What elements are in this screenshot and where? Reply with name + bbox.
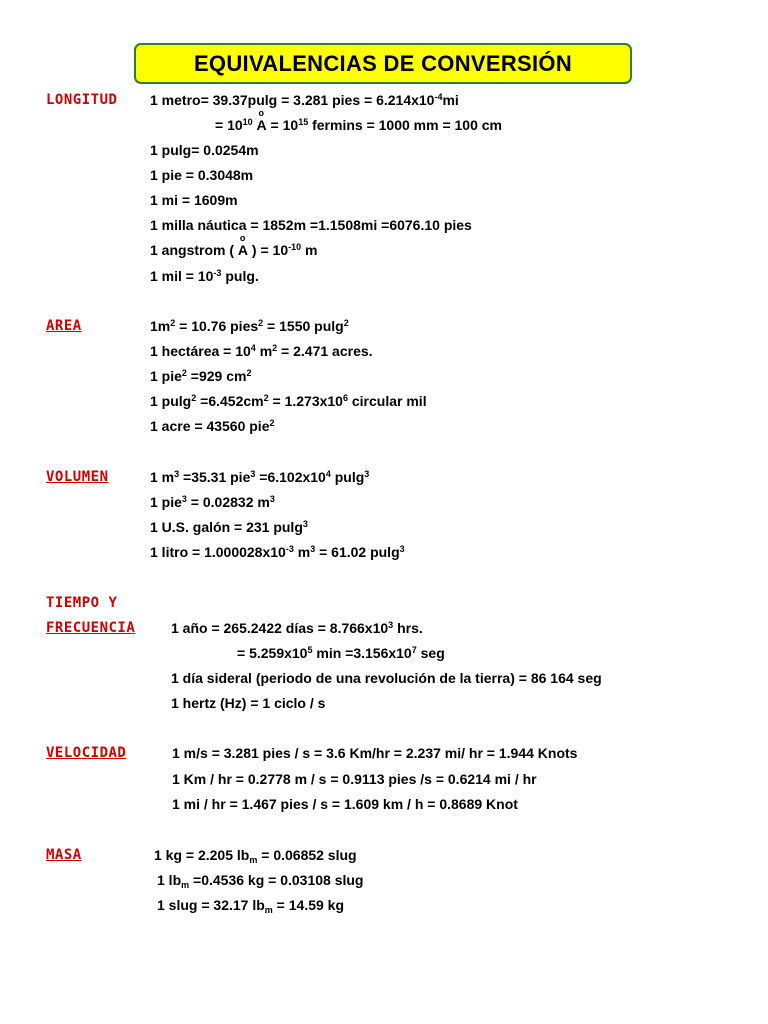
area-line-3: 1 pie$^2$ =929 $cm^2$ [150, 368, 252, 384]
page-title: EQUIVALENCIAS DE CONVERSIÓN [193, 50, 573, 76]
area-line-1: $1m^2 = 10.76$ pies$^2$ = 1550 pulg$^2$ [150, 318, 349, 334]
volumen-line-1: 1 $m^3 =35.31$ $pie^3 =6.102x10^4$ pulg$^3$ [150, 469, 370, 485]
velocidad-line-1: 1 m/s = 3.281 pies / s = 3.6 Km/hr = 2.237 mi/ hr = 1.944 Knots [172, 745, 578, 761]
masa-line-3: 1 slug = 32.17 $lb_m = 14.59$ kg [157, 897, 345, 915]
angstrom-symbol: o A [257, 117, 267, 133]
longitud-line-2: = $10^{10}$ o $A = 10^{15}$ fermins = 1000 mm = 100 cm [215, 117, 502, 133]
section-label-volumen: VOLUMEN [46, 469, 109, 485]
longitud-line-5: 1 mi = 1609m [150, 192, 238, 208]
area-line-4: 1 $pulg^2 =6.452cm^2 = 1.273x10^6$ circular mil [150, 393, 427, 409]
tiempo-line-2: = $5.259x10^5$ $\min =3.156x10^7$ seg [237, 645, 445, 661]
masa-line-1: 1 kg = 2.205 $lb_m = 0.06852$ slug [154, 847, 357, 865]
tiempo-line-3: 1 día sideral (periodo de una revolución de la tierra) = 86 164 seg [171, 670, 602, 686]
tiempo-line-1: 1 año = 265.2422 días = $8.766x10^3$ hrs. [171, 620, 423, 636]
angstrom-symbol: o A [238, 242, 248, 258]
section-label-area: AREA [46, 318, 82, 334]
longitud-line-8: 1 mil = $10^{-3}$ pulg. [150, 268, 259, 284]
title-banner [134, 43, 632, 84]
velocidad-line-3: 1 mi / hr = 1.467 pies / s = 1.609 km / h = 0.8689 Knot [172, 796, 518, 812]
longitud-line-3: 1 pulg= 0.0254m [150, 142, 259, 158]
masa-line-2: 1 $lb_m =0.4536$ kg = 0.03108 slug [157, 872, 364, 890]
section-label-frecuencia: FRECUENCIA [46, 620, 136, 636]
volumen-line-2: 1 pie$^3$ = 0.02832 $m^3$ [150, 494, 275, 510]
velocidad-line-2: 1 Km / hr = 0.2778 m / s = 0.9113 pies /s = 0.6214 mi / hr [172, 771, 537, 787]
longitud-line-4: 1 pie = 0.3048m [150, 167, 254, 183]
section-label-longitud: LONGITUD [46, 92, 118, 108]
longitud-line-6: 1 milla náutica = 1852m =1.1508mi =6076.10 pies [150, 217, 472, 233]
volumen-line-3: 1 U.S. galón = 231 pulg$^3$ [150, 519, 308, 535]
longitud-line-7: 1 angstrom ( o A ) = $10^{-10}$ m [150, 242, 317, 258]
tiempo-line-4: 1 hertz (Hz) = 1 ciclo / s [171, 695, 326, 711]
volumen-line-4: 1 litro = $1.000028x10^{-3}$ $m^3 = 61.02$ pulg$^3$ [150, 544, 405, 560]
section-label-masa: MASA [46, 847, 82, 863]
longitud-line-1: 1 metro= 39.37pulg = 3.281 pies = $6.214x10^{-4}mi$ [150, 92, 459, 108]
section-label-velocidad: VELOCIDAD [46, 745, 127, 761]
section-label-tiempo: TIEMPO Y [46, 595, 118, 611]
area-line-2: 1 hectárea = $10^4$ $m^2 = 2.471$ acres. [150, 343, 373, 359]
area-line-5: 1 acre = 43560 pie$^2$ [150, 418, 275, 434]
